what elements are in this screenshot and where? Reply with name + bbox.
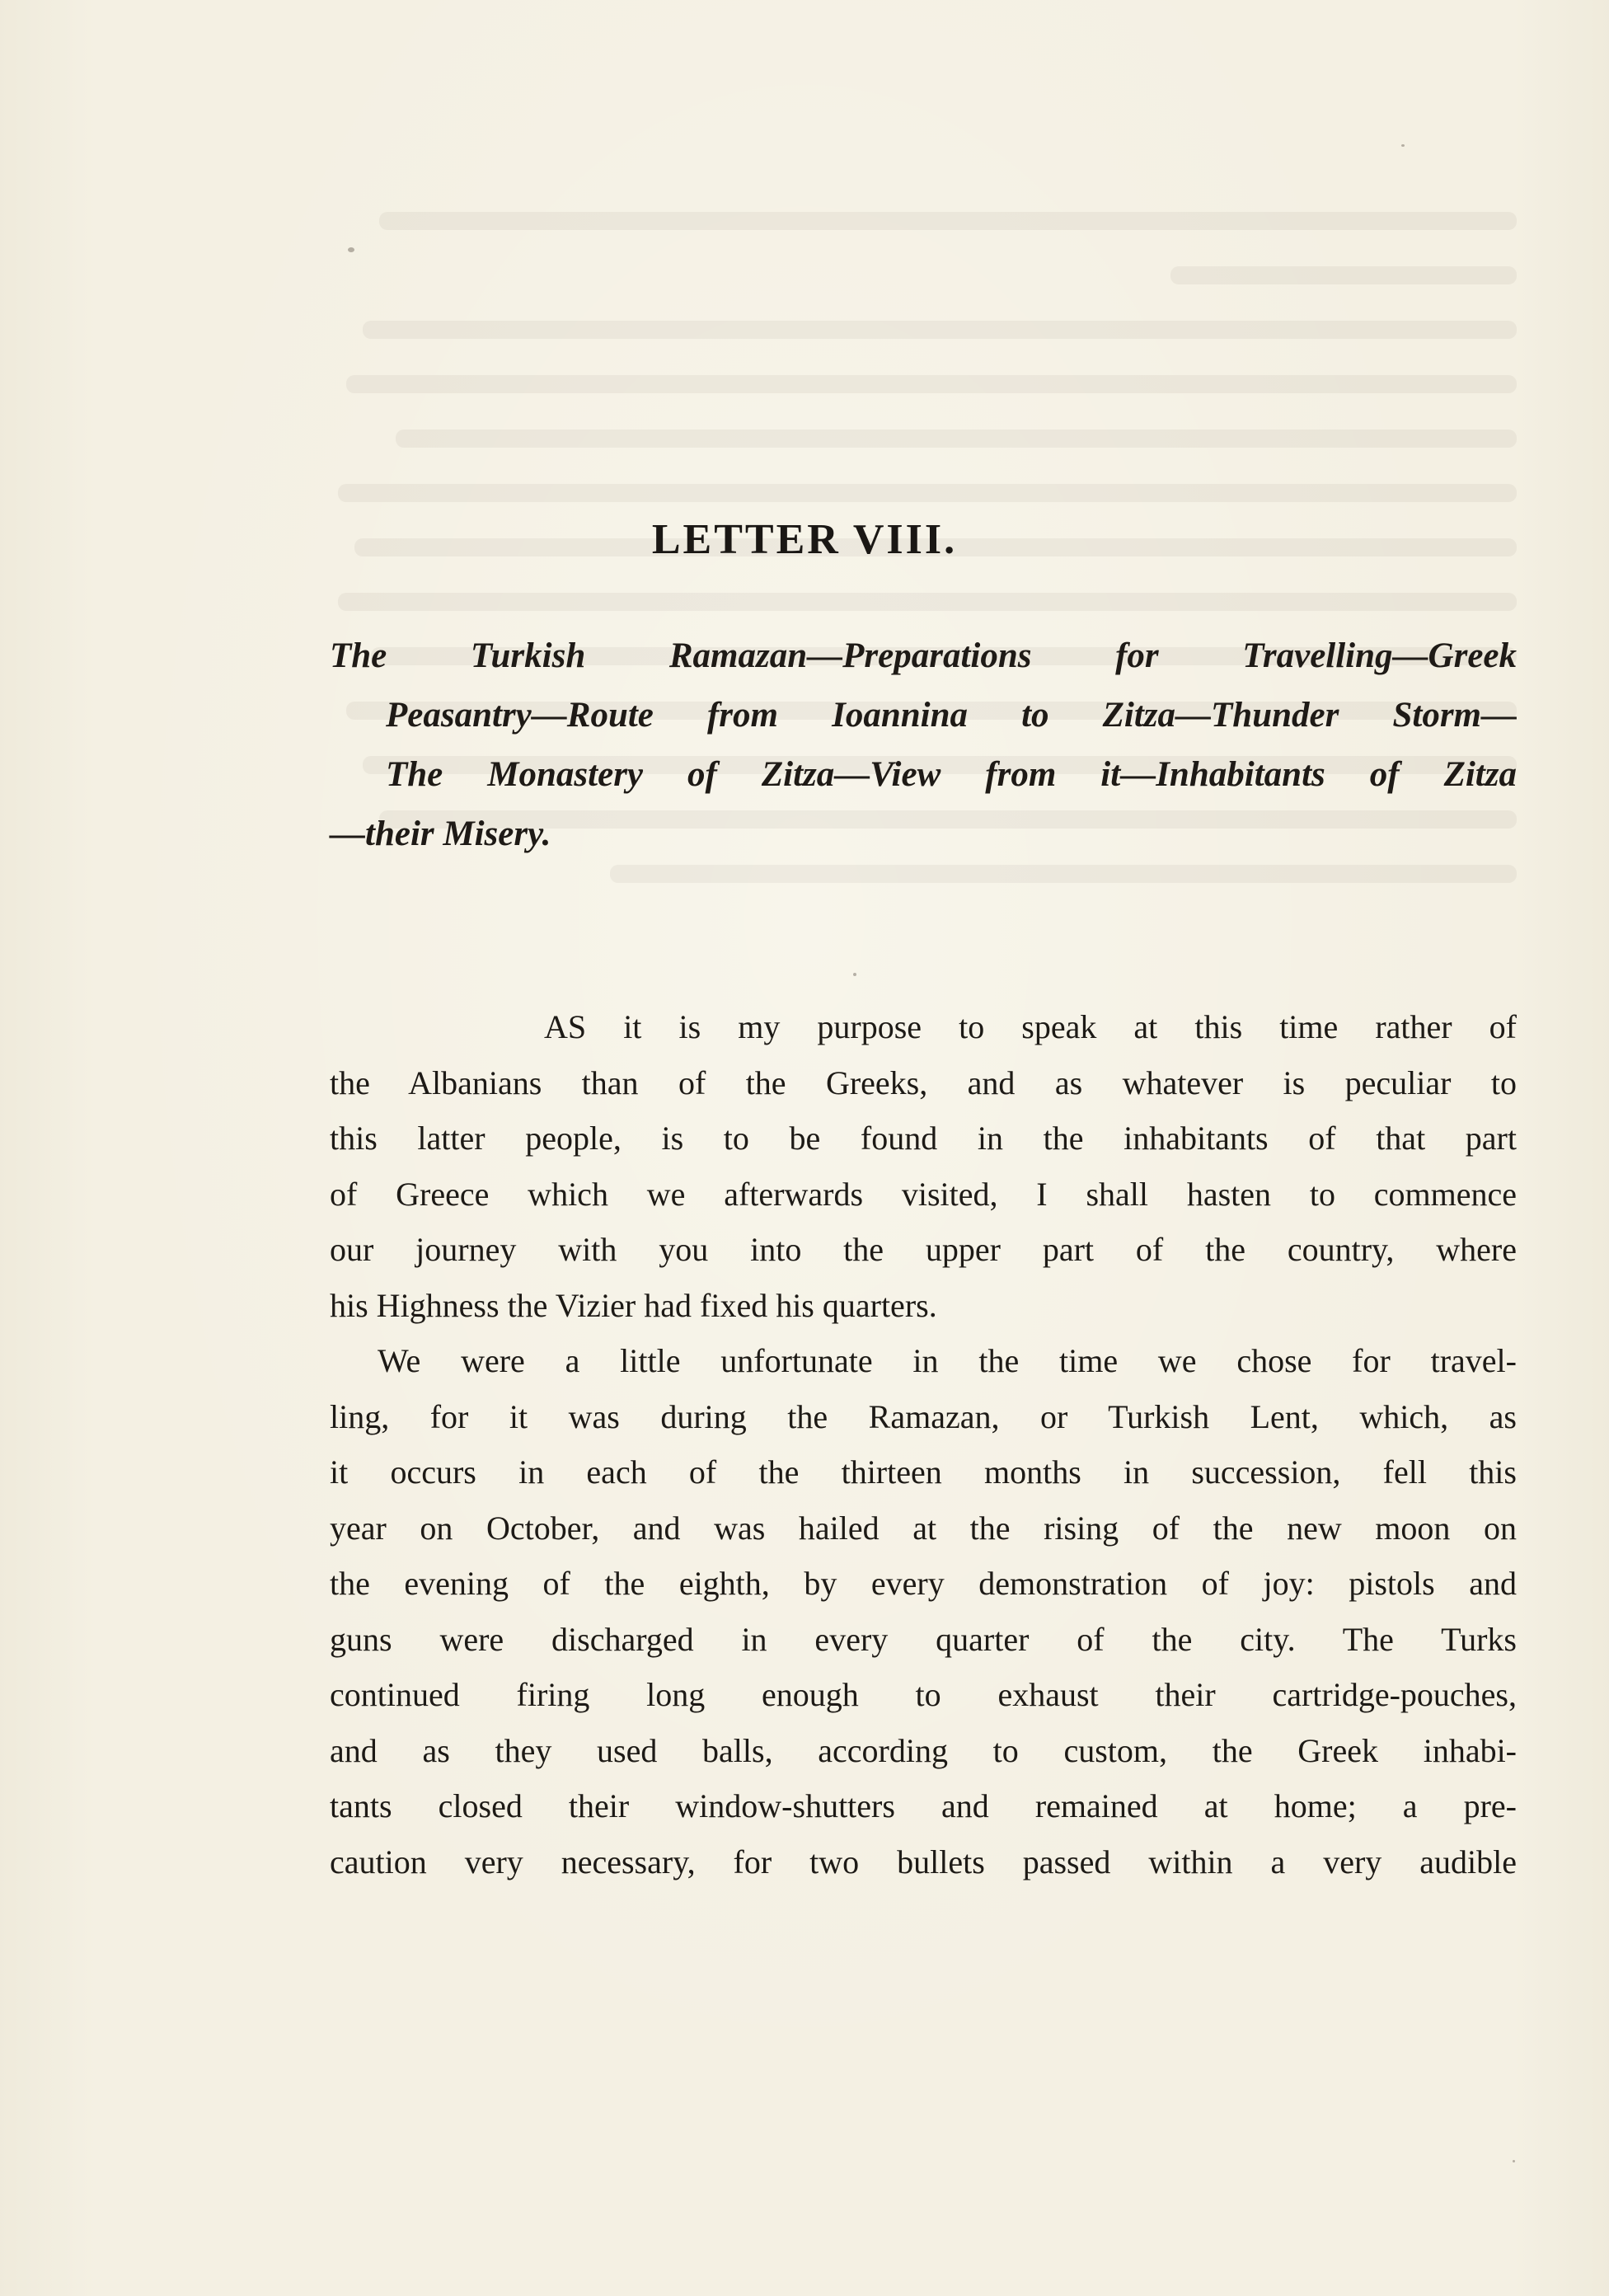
body-line: this latter people, is to be found in the inhabitants of that part [330,1120,1517,1157]
body-line: caution very necessary, for two bullets passed within a very audible [330,1843,1517,1880]
paper-speck [1513,2160,1515,2162]
body-line: AS it is my purpose to speak at this time rather of [544,1008,1517,1045]
body-line: continued firing long enough to exhaust their cartridge-pouches, [330,1676,1517,1713]
summary-line: —their Misery. [330,815,551,853]
body-line: guns were discharged in every quarter of the city. The Turks [330,1620,1517,1658]
body-line: our journey with you into the upper part of the country, where [330,1231,1517,1268]
summary-line: Peasantry—Route from Ioannina to Zitza—Thunder Storm— [386,696,1517,735]
body-line: tants closed their window-shutters and remained at home; a pre- [330,1787,1517,1824]
body-line: the evening of the eighth, by every demonstration of joy: pistols and [330,1565,1517,1602]
body-line: it occurs in each of the thirteen months in succession, fell this [330,1453,1517,1491]
body-line: and as they used balls, according to custom, the Greek inhabi- [330,1731,1517,1769]
body-line: ling, for it was during the Ramazan, or Turkish Lent, which, as [330,1397,1517,1435]
paper-speck [1401,144,1405,147]
chapter-summary [330,627,1517,864]
paper-speck [348,247,354,252]
body-line: of Greece which we afterwards visited, I shall hasten to commence [330,1175,1517,1213]
paper-speck [853,973,856,976]
body-line: his Highness the Vizier had fixed his quarters. [330,1286,937,1324]
body-line: the Albanians than of the Greeks, and as whatever is peculiar to [330,1063,1517,1101]
letter-title: LETTER VIII. [651,515,958,563]
summary-line: The Monastery of Zitza—View from it—Inhabitants of Zitza [386,755,1517,794]
letter-body [330,999,1517,1890]
body-line: year on October, and was hailed at the rising of the new moon on [330,1509,1517,1547]
summary-line: The Turkish Ramazan—Preparations for Travelling—Greek [330,636,1517,675]
body-line: We were a little unfortunate in the time we chose for travel- [378,1342,1517,1379]
